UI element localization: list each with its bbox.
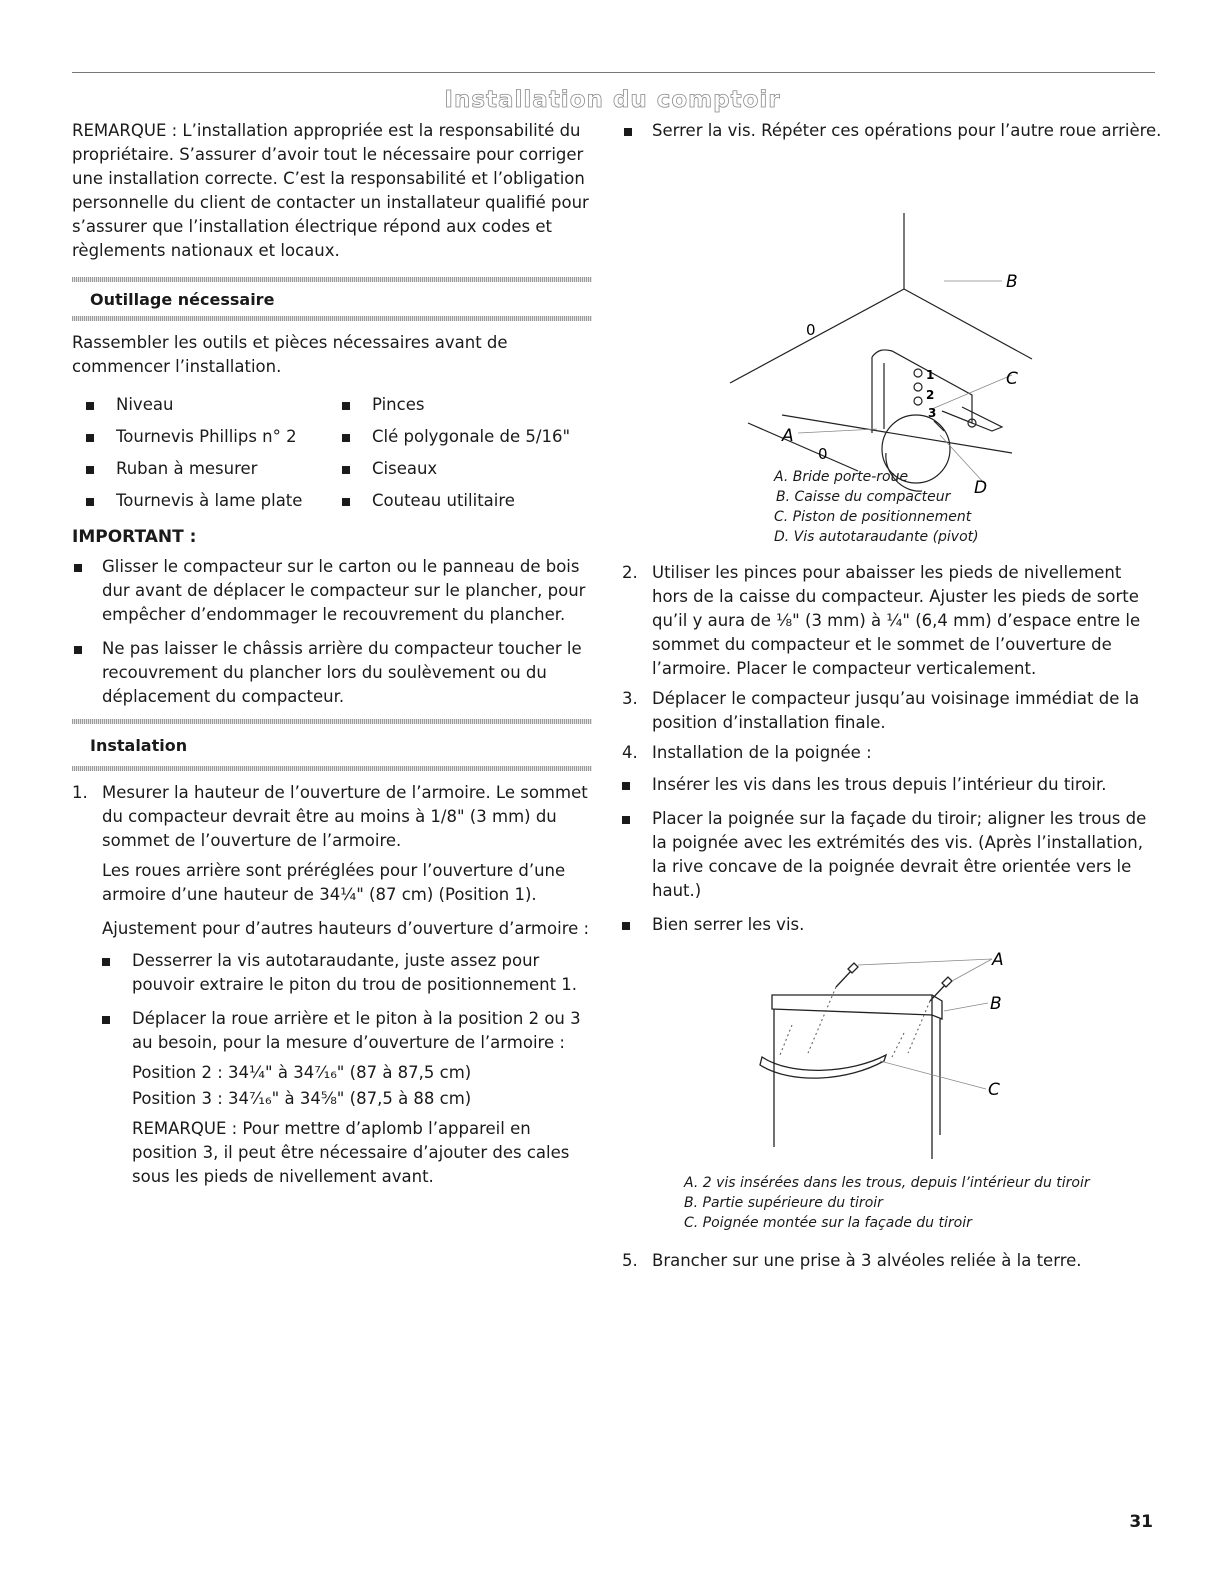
important-list xyxy=(72,555,592,709)
top-rule xyxy=(72,72,1155,73)
bullet-icon xyxy=(342,466,350,474)
bullet-icon xyxy=(342,498,350,506)
position-2: Position 2 : 34¼" à 34⁷⁄₁₆" (87 à 87,5 cm) xyxy=(132,1063,472,1082)
wheel-figure-caption xyxy=(774,467,1162,547)
list-item: Insérer les vis dans les trous depuis l’intérieur du tiroir. xyxy=(622,773,1162,797)
step-number: 3. xyxy=(622,689,638,708)
caption-line: A. Bride porte-roue xyxy=(774,469,909,485)
position-2-label: 2 xyxy=(926,388,935,402)
left-column xyxy=(72,119,592,1189)
step-text: Mesurer la hauteur de l’ouverture de l’armoire. Le sommet du compacteur devrait être au moins à 1/8" (3 mm) du sommet de l’ouverture de l’armoire. xyxy=(102,783,588,850)
label-a: A xyxy=(782,426,794,446)
page-title: Installation du comptoir xyxy=(444,87,781,113)
step-number: 5. xyxy=(622,1251,638,1270)
handle-figure xyxy=(622,945,1162,1175)
tools-list xyxy=(86,393,592,513)
right-column xyxy=(622,119,1162,1279)
caption-line: B. Partie supérieure du tiroir xyxy=(684,1195,883,1211)
install-heading: Instalation xyxy=(90,736,188,755)
bullet-icon xyxy=(86,498,94,506)
page-number: 31 xyxy=(1129,1512,1153,1532)
tools-section xyxy=(72,277,592,513)
label-c: C xyxy=(1006,369,1018,389)
bullet-icon xyxy=(74,564,82,572)
step-text: Brancher sur une prise à 3 alvéoles reliée à la terre. xyxy=(652,1251,1082,1270)
bullet-icon xyxy=(342,402,350,410)
list-item: Placer la poignée sur la façade du tiroir; aligner les trous de la poignée avec les extrémités des vis. (Après l’installation, la rive concave de la poignée devrait être orientée vers le haut.) xyxy=(622,807,1162,903)
tools-intro: Rassembler les outils et pièces nécessaires avant de commencer l’installation. xyxy=(72,333,508,376)
step-1-adjust: Ajustement pour d’autres hauteurs d’ouverture d’armoire : xyxy=(102,919,590,938)
position-3-label: 3 xyxy=(928,406,937,420)
step-text: Utiliser les pinces pour abaisser les pieds de nivellement hors de la caisse du compacteur. Ajuster les pieds de sorte qu’il y aura de ⅛" (3 mm) à ¼" (6,4 mm) d’espace entre le sommet du compacteur et le sommet de l’ouverture de l’armoire. Placer le compacteur verticalement. xyxy=(652,563,1141,678)
bullet-icon xyxy=(86,402,94,410)
label-zero: 0 xyxy=(806,321,816,339)
step-number: 1. xyxy=(72,783,88,802)
bullet-icon xyxy=(622,816,630,824)
tool-item: Ciseaux xyxy=(342,457,602,481)
label-b: B xyxy=(990,994,1002,1014)
bullet-icon xyxy=(622,922,630,930)
install-section xyxy=(72,719,592,771)
important-label: IMPORTANT : xyxy=(72,527,197,547)
bullet-icon xyxy=(622,782,630,790)
label-b: B xyxy=(1006,272,1018,292)
label-d: D xyxy=(974,478,988,498)
bullet-icon xyxy=(86,466,94,474)
bullet-icon xyxy=(624,128,632,136)
caption-line: C. Poignée montée sur la façade du tiroir xyxy=(684,1215,972,1231)
position-3: Position 3 : 34⁷⁄₁₆" à 34⅝" (87,5 à 88 cm) xyxy=(132,1089,472,1108)
step-3 xyxy=(622,687,1162,735)
tool-item: Tournevis Phillips n° 2 xyxy=(86,425,342,449)
step-1 xyxy=(72,781,592,853)
tool-item: Niveau xyxy=(86,393,342,417)
responsibility-note: REMARQUE : L’installation appropriée est la responsabilité du propriétaire. S’assurer d’avoir tout le nécessaire pour corriger une installation correcte. C’est la responsabilité et l’obligation personnelle du client de contacter un installateur qualifié pour s’assurer que l’installation électrique répond aux codes et règlements nationaux et locaux. xyxy=(72,121,589,260)
tool-item: Clé polygonale de 5/16" xyxy=(342,425,602,449)
step-text: Déplacer le compacteur jusqu’au voisinage immédiat de la position d’installation finale. xyxy=(652,689,1140,732)
step-4 xyxy=(622,741,1162,765)
bullet-icon xyxy=(86,434,94,442)
list-item: Desserrer la vis autotaraudante, juste assez pour pouvoir extraire le piton du trou de positionnement 1. xyxy=(102,949,592,997)
bullet-icon xyxy=(102,958,110,966)
step-text: Installation de la poignée : xyxy=(652,743,872,762)
caption-line: C. Piston de positionnement xyxy=(774,509,972,525)
list-item: Déplacer la roue arrière et le piton à la position 2 ou 3 au besoin, pour la mesure d’ouverture de l’armoire : xyxy=(102,1007,592,1055)
label-a: A xyxy=(992,950,1004,970)
handle-diagram xyxy=(622,945,1162,1175)
section-divider xyxy=(72,316,592,321)
list-item: Ne pas laisser le châssis arrière du compacteur toucher le recouvrement du plancher lors du soulèvement ou du déplacement du compacteur. xyxy=(72,637,592,709)
step-5 xyxy=(622,1249,1162,1273)
tools-heading: Outillage nécessaire xyxy=(90,290,275,309)
bullet-icon xyxy=(102,1016,110,1024)
list-item: Bien serrer les vis. xyxy=(622,913,1162,937)
bullet-icon xyxy=(342,434,350,442)
tool-item: Couteau utilitaire xyxy=(342,489,602,513)
position-note: REMARQUE : Pour mettre d’aplomb l’appareil en position 3, il peut être nécessaire d’ajouter des cales sous les pieds de nivellement avant. xyxy=(132,1119,570,1186)
section-divider xyxy=(72,766,592,771)
caption-line: A. 2 vis insérées dans les trous, depuis l’intérieur du tiroir xyxy=(684,1175,1090,1191)
tool-item: Ruban à mesurer xyxy=(86,457,342,481)
step-2 xyxy=(622,561,1162,681)
step-1-preset: Les roues arrière sont préréglées pour l’ouverture d’une armoire d’une hauteur de 34¼" (87 cm) (Position 1). xyxy=(102,861,566,904)
label-zero: 0 xyxy=(818,445,828,463)
tool-item: Pinces xyxy=(342,393,602,417)
list-item: Serrer la vis. Répéter ces opérations pour l’autre roue arrière. xyxy=(622,119,1162,143)
caption-line: D. Vis autotaraudante (pivot) xyxy=(774,529,979,545)
bullet-icon xyxy=(74,646,82,654)
caption-line: B. Caisse du compacteur xyxy=(776,489,951,505)
step-number: 2. xyxy=(622,563,638,582)
list-item: Glisser le compacteur sur le carton ou le panneau de bois dur avant de déplacer le compacteur sur le plancher, pour empêcher d’endommager le recouvrement du plancher. xyxy=(72,555,592,627)
label-c: C xyxy=(988,1080,1000,1100)
tool-item: Tournevis à lame plate xyxy=(86,489,342,513)
handle-figure-caption xyxy=(684,1173,1104,1233)
position-1-label: 1 xyxy=(926,368,935,382)
step-number: 4. xyxy=(622,743,638,762)
